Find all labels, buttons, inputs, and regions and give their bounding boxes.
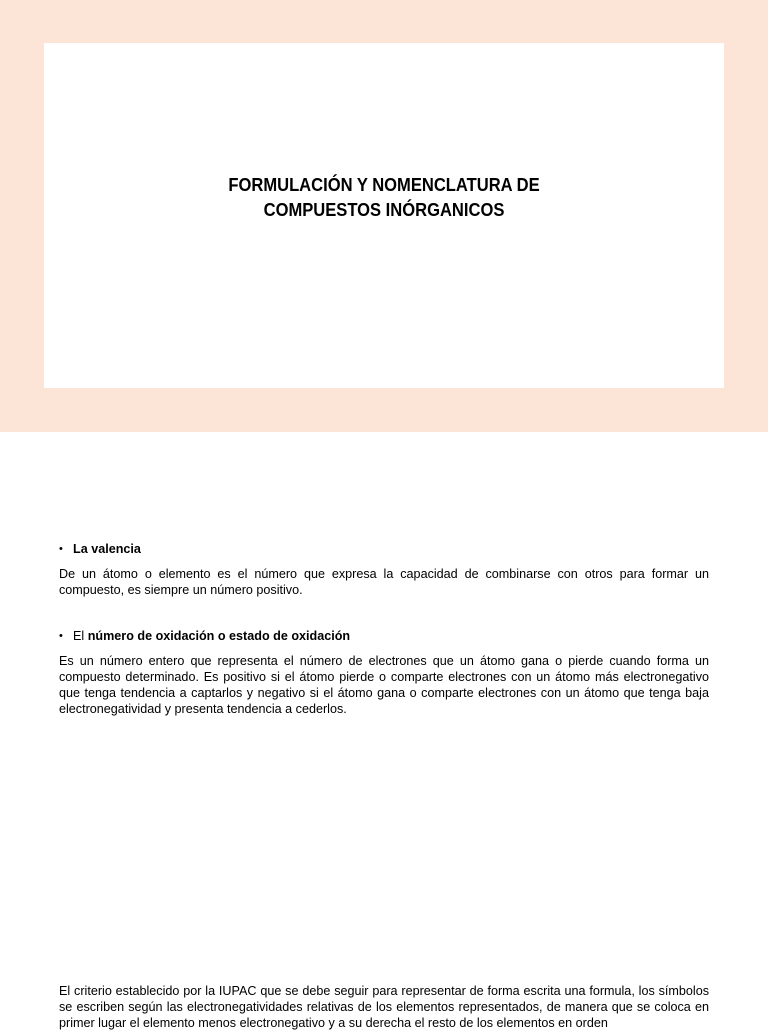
bullet-icon: • [59, 543, 63, 555]
bullet-icon: • [59, 630, 63, 642]
paragraph-iupac: El criterio establecido por la IUPAC que se debe seguir para representar de forma escrita una formula, los símbolos se escriben según las electronegatividades relativas de los elementos representados, de manera que se coloca en primer lugar el elemento menos electronegativo y a su derecha el resto de los elementos en orden [59, 984, 709, 1030]
section-paragraph-valencia: De un átomo o elemento es el número que expresa la capacidad de combinarse con otros para formar un compuesto, es siempre un número positivo. [59, 567, 709, 597]
section-paragraph-oxidacion: Es un número entero que representa el número de electrones que un átomo gana o pierde cuando forma un compuesto determinado. Es positivo si el átomo pierde o comparte electrones con un átomo más electronegativo que tenga tendencia a captarlos y negativo si el átomo gana o comparte electrones con un átomo que tenga baja electronegatividad y presenta tendencia a cederlos. [59, 654, 709, 716]
document-body [59, 541, 709, 717]
section-heading-prefix: El [73, 629, 88, 643]
title-slide-background [0, 0, 768, 432]
section-heading-valencia [59, 541, 709, 557]
section-heading-oxidacion [59, 628, 709, 644]
section-heading-label: La valencia [73, 542, 141, 556]
title-line-2: COMPUESTOS INÓRGANICOS [263, 200, 505, 220]
page-title [71, 173, 697, 223]
section-heading-label: número de oxidación o estado de oxidación [87, 629, 351, 643]
title-line-1: FORMULACIÓN Y NOMENCLATURA DE [228, 175, 540, 195]
title-card [44, 43, 724, 388]
